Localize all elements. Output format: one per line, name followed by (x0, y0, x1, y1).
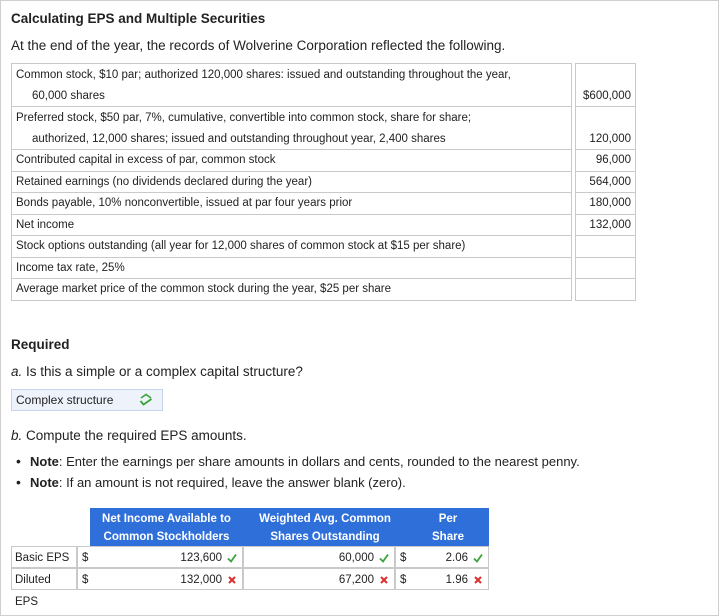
note-item (16, 472, 580, 493)
diluted-per-share-input[interactable] (409, 568, 489, 590)
basic-net-income-input[interactable] (91, 546, 243, 568)
record-amount (576, 64, 636, 86)
record-amount: 120,000 (576, 128, 636, 150)
table-row (12, 279, 636, 301)
note-text: : If an amount is not required, leave the answer blank (zero). (58, 475, 406, 490)
table-row (12, 236, 636, 258)
input-value: 123,600 (180, 552, 222, 564)
basic-shares-input[interactable] (243, 546, 395, 568)
record-description: Net income (12, 214, 572, 236)
records-table (11, 63, 636, 301)
input-value: 1.96 (445, 574, 468, 586)
header-shares (243, 508, 407, 546)
header-per-share (407, 508, 489, 546)
required-heading: Required (11, 337, 70, 352)
question-letter: a. (11, 364, 23, 379)
table-row (12, 64, 636, 86)
record-amount: $600,000 (576, 85, 636, 107)
input-value: 67,200 (338, 574, 374, 586)
table-row (11, 568, 489, 608)
table-row (12, 85, 636, 107)
record-amount: 180,000 (576, 193, 636, 215)
intro-text: At the end of the year, the records of Wolverine Corporation reflected the following. (11, 38, 506, 53)
currency-symbol: $ (395, 568, 409, 590)
basic-per-share-input[interactable] (409, 546, 489, 568)
header-line: Weighted Avg. Common (259, 513, 391, 525)
header-line: Common Stockholders (103, 531, 230, 543)
page-title: Calculating EPS and Multiple Securities (11, 11, 266, 26)
input-value: 132,000 (180, 574, 222, 586)
question-letter: b. (11, 428, 23, 443)
chevron-check-icon (138, 393, 154, 407)
record-amount (576, 279, 636, 301)
check-icon (473, 553, 483, 563)
record-description: Bonds payable, 10% nonconvertible, issued at par four years prior (12, 193, 572, 215)
record-description: Preferred stock, $50 par, 7%, cumulative, convertible into common stock, share for share; (12, 107, 572, 129)
record-amount: 564,000 (576, 171, 636, 193)
currency-symbol: $ (395, 546, 409, 568)
diluted-shares-input[interactable] (243, 568, 395, 590)
record-description: Income tax rate, 25% (12, 257, 572, 279)
note-item (16, 451, 580, 472)
question-a (11, 364, 303, 379)
row-label: Basic EPS (11, 546, 77, 568)
record-description: Common stock, $10 par; authorized 120,000 shares: issued and outstanding throughout the year, (12, 64, 572, 86)
table-row (12, 193, 636, 215)
x-icon (227, 575, 237, 585)
table-row (12, 107, 636, 129)
note-label: Note (30, 454, 59, 469)
header-line: Shares Outstanding (270, 531, 380, 543)
record-amount: 132,000 (576, 214, 636, 236)
diluted-net-income-input[interactable] (91, 568, 243, 590)
header-net-income (90, 508, 243, 546)
record-description: Contributed capital in excess of par, common stock (12, 150, 572, 172)
record-description: Stock options outstanding (all year for 12,000 shares of common stock at $15 per share) (12, 236, 572, 258)
record-amount (576, 236, 636, 258)
table-row (11, 546, 489, 568)
x-icon (473, 575, 483, 585)
question-text: Compute the required EPS amounts. (22, 428, 247, 443)
note-label: Note (30, 475, 59, 490)
question-b (11, 428, 247, 443)
table-row (12, 150, 636, 172)
table-row (12, 214, 636, 236)
record-amount (576, 107, 636, 129)
check-icon (379, 553, 389, 563)
record-amount: 96,000 (576, 150, 636, 172)
currency-symbol: $ (77, 568, 91, 590)
table-row (12, 128, 636, 150)
input-value: 60,000 (338, 552, 374, 564)
table-row (12, 257, 636, 279)
notes-list (16, 451, 580, 493)
header-line: Per (438, 513, 458, 525)
record-description-cont: 60,000 shares (12, 85, 572, 107)
record-description: Retained earnings (no dividends declared during the year) (12, 171, 572, 193)
x-icon (379, 575, 389, 585)
header-line: Net Income Available to (102, 513, 231, 525)
question-text: Is this a simple or a complex capital structure? (22, 364, 303, 379)
table-row (12, 171, 636, 193)
structure-select-value: Complex structure (16, 393, 114, 407)
row-label: Diluted EPS (11, 568, 77, 590)
record-amount (576, 257, 636, 279)
header-line: Share (432, 531, 464, 543)
check-icon (227, 553, 237, 563)
structure-select[interactable] (11, 389, 163, 411)
currency-symbol: $ (77, 546, 91, 568)
record-description: Average market price of the common stock during the year, $25 per share (12, 279, 572, 301)
note-text: : Enter the earnings per share amounts in dollars and cents, rounded to the nearest penny. (58, 454, 580, 469)
record-description-cont: authorized, 12,000 shares; issued and outstanding throughout year, 2,400 shares (12, 128, 572, 150)
input-value: 2.06 (445, 552, 468, 564)
